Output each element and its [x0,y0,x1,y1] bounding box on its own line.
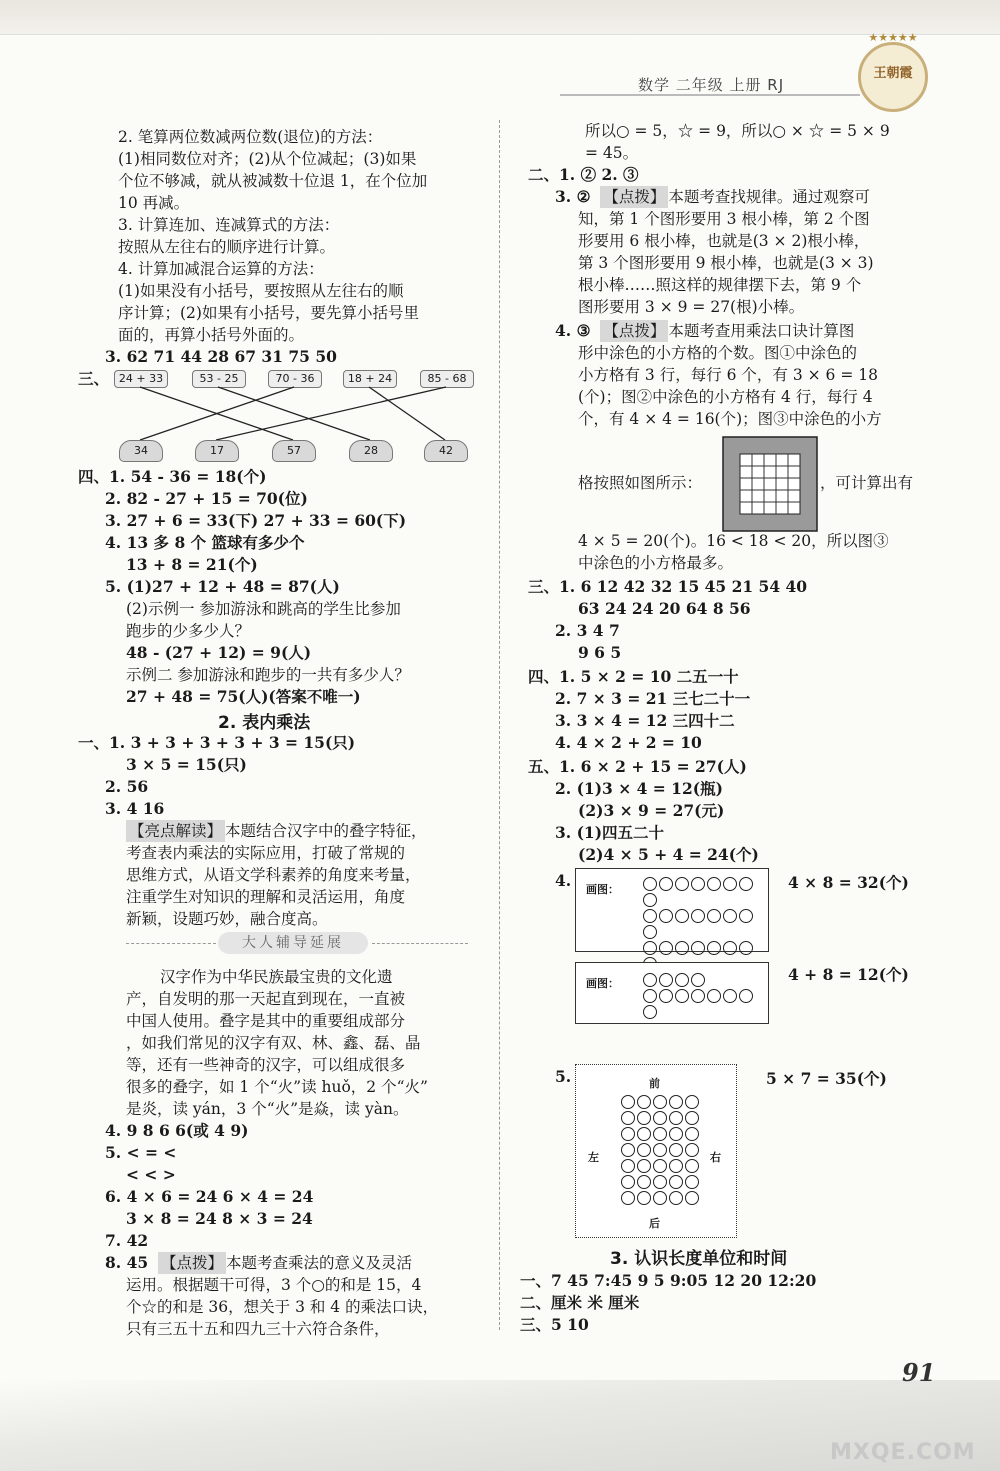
answer-line: 5. (1)27 + 12 + 48 = 87(人) [105,577,340,596]
text-line: 个位不够减，就从被减数十位退 1，在个位加 [118,172,428,190]
section-marker: 三、 [78,369,110,388]
text-line: (2)示例一 参加游泳和跳高的学生比参加 [126,600,401,618]
answer-line: 4 × 8 = 32(个) [788,873,909,892]
answer-line: < < > [126,1165,176,1184]
text-line: 个☆的和是 36，想关于 3 和 4 的乘法口诀， [126,1298,439,1316]
car-answer: 17 [195,440,239,462]
text-line: 思维方式，从语文学科素养的角度来考量， [126,866,421,884]
text-line: 个，有 4 × 4 = 16(个)；图③中涂色的小方 [578,410,882,428]
section-title: 3. 认识长度单位和时间 [610,1249,788,1269]
grid-figure [722,436,818,532]
answer-line: (2)3 × 9 = 27(元) [578,801,725,820]
answer-line: 一、1. 3 + 3 + 3 + 3 + 3 = 15(只) [78,733,356,752]
text-line: = 45。 [585,144,639,162]
answer-line: 2. 3 4 7 [555,621,620,640]
expression-card: 85 - 68 [420,370,474,388]
text-line: 小方格有 3 行，每行 6 个，有 3 × 6 = 18 [578,366,878,384]
text-line: 3. 计算连加、连减算式的方法： [118,216,340,234]
answer-line: 一、7 45 7:45 9 5 9:05 12 20 12:20 [520,1271,817,1290]
text-line: 按照从左往右的顺序进行计算。 [118,238,336,256]
tip-line: 3. ② 【点拨】 本题考查找规律。通过观察可 [555,187,870,206]
expression-card: 24 + 33 [114,370,168,388]
text-line: 10 再减。 [118,194,190,212]
text-line: 2. 笔算两位数减两位数(退位)的方法： [118,128,383,146]
answer-line: 63 24 24 20 64 8 56 [578,599,751,618]
stars-icon: ★★★★★ [868,31,918,44]
car-answer: 34 [119,440,163,462]
expression-card: 70 - 36 [268,370,322,388]
text-line: 根小棒……照这样的规律摆下去，第 9 个 [578,276,862,294]
answer-line: 三、1. 6 12 42 32 15 45 21 54 40 [528,577,808,596]
tip-line: 8. 45 【点拨】 本题考查乘法的意义及灵活 [105,1253,413,1272]
section-title: 2. 表内乘法 [218,713,311,733]
text-line: 形要用 6 根小棒，也就是(3 × 2)根小棒， [578,232,870,250]
text-line: 图形要用 3 × 9 = 27(根)小棒。 [578,298,805,316]
text-line: (1)如果没有小括号，要按照从左往右的顺 [118,282,404,300]
answer-line: 5. < = < [105,1143,177,1162]
answer-line: 2. 56 [105,777,149,796]
text-line: 汉字作为中华民族最宝贵的文化遗 [160,968,393,986]
page-header: 数学 二年级 上册 RJ [638,76,785,94]
text-line: 面的，再算小括号外面的。 [118,326,305,344]
answer-line: 3 × 5 = 15(只) [126,755,247,774]
text-line: 新颖，设题巧妙，融合度高。 [126,910,328,928]
answer-line: 4. 4 × 2 + 2 = 10 [555,733,702,752]
text-line: 形中涂色的小方格的个数。图①中涂色的 [578,344,858,362]
text-line: 只有三五十五和四九三十六符合条件， [126,1320,390,1338]
answer-line: 48 - (27 + 12) = 9(人) [126,643,312,662]
text-line: 4. 计算加减混合运算的方法： [118,260,324,278]
answer-line: 3. 4 16 [105,799,165,818]
drawing-box: 画图： [575,868,769,952]
extension-ribbon: 大人辅导延展 [218,932,368,954]
answer-line: 2. (1)3 × 4 = 12(瓶) [555,779,723,798]
answer-line: 13 + 8 = 21(个) [126,555,258,574]
text-line: 等，还有一些神奇的汉字，可以组成很多 [126,1056,406,1074]
text-line: 第 3 个图形要用 9 根小棒，也就是(3 × 3) [578,254,874,272]
drawing-box: 画图： [575,962,769,1024]
brand-logo: ★★★★★ 王朝霞 [858,42,928,112]
text-line: 4 × 5 = 20(个)。16 < 18 < 20，所以图③ [578,532,889,550]
answer-line: 二、1. ② 2. ③ [528,165,639,184]
text-line: 运用。根据题干可得，3 个○的和是 15，4 [126,1276,422,1294]
highlight-line: 【亮点解读】 本题结合汉字中的叠字特征， [126,820,427,842]
answer-line: 4. 13 多 8 个 篮球有多少个 [105,533,305,552]
answer-line: 四、1. 54 - 36 = 18(个) [78,467,267,486]
text-line: (1)相同数位对齐；(2)从个位减起；(3)如果 [118,150,417,168]
answer-line: 五、1. 6 × 2 + 15 = 27(人) [528,757,747,776]
text-line: 中涂色的小方格最多。 [578,554,734,572]
car-answer: 57 [272,440,316,462]
text-line: 知，第 1 个图形要用 3 根小棒，第 2 个图 [578,210,870,228]
text-line: 格按照如图所示： [578,474,703,492]
formation-box: 前 左 右 后 [575,1064,737,1238]
tip-line: 4. ③ 【点拨】 本题考查用乘法口诀计算图 [555,321,855,340]
answer-line: 4. 9 8 6 6(或 4 9) [105,1121,249,1140]
answer-line: 2. 7 × 3 = 21 三七二十一 [555,689,751,708]
answer-line: 27 + 48 = 75(人)(答案不唯一) [126,687,361,706]
answer-line: 2. 82 - 27 + 15 = 70(位) [105,489,308,508]
answer-line: 3 × 8 = 24 8 × 3 = 24 [126,1209,313,1228]
text-line: 所以○ = 5，☆ = 9，所以○ × ☆ = 5 × 9 [585,122,890,140]
text-line: 是炎，读 yán，3 个“火”是焱，读 yàn。 [126,1100,409,1118]
text-line: 考查表内乘法的实际应用，打破了常规的 [126,844,406,862]
text-line: ，如我们常见的汉字有双、林、鑫、磊、晶 [126,1034,421,1052]
ribbon-rule [126,943,216,945]
answer-line: 5. [555,1067,572,1086]
answer-line: 四、1. 5 × 2 = 10 二五一十 [528,667,739,686]
answer-line: 3. 62 71 44 28 67 31 75 50 [105,347,337,366]
answer-line: 9 6 5 [578,643,622,662]
car-answer: 42 [424,440,468,462]
answer-line: 3. 27 + 6 = 33(下) 27 + 33 = 60(下) [105,511,407,530]
text-line: 跑步的少多少人？ [126,622,251,640]
circle-grid [642,973,768,1021]
answer-line: (2)4 × 5 + 4 = 24(个) [578,845,759,864]
text-line: 注重学生对知识的理解和灵活运用，角度 [126,888,406,906]
circle-formation [620,1095,700,1207]
answer-line: 3. (1)四五二十 [555,823,665,842]
answer-line: 4. [555,871,572,890]
text-line: (个)；图②中涂色的小方格有 4 行，每行 4 [578,388,873,406]
answer-line: 6. 4 × 6 = 24 6 × 4 = 24 [105,1187,314,1206]
expression-card: 53 - 25 [192,370,246,388]
text-line: 示例二 参加游泳和跑步的一共有多少人？ [126,666,410,684]
ribbon-rule [372,943,468,945]
answer-line: 7. 42 [105,1231,149,1250]
expression-card: 18 + 24 [343,370,397,388]
answer-line: 二、厘米 米 厘米 [520,1293,640,1312]
answer-line: 3. 3 × 4 = 12 三四十二 [555,711,735,730]
footer-watermark: MXQE.COM [830,1440,976,1465]
answer-line: 4 + 8 = 12(个) [788,965,909,984]
car-answer: 28 [349,440,393,462]
page-number: 91 [902,1358,936,1387]
text-line: 很多的叠字，如 1 个“火”读 huǒ，2 个“火” [126,1078,428,1096]
text-line: 序计算；(2)如果有小括号，要先算小括号里 [118,304,419,322]
answer-line: 5 × 7 = 35(个) [766,1069,887,1088]
text-line: 产，自发明的那一天起直到现在，一直被 [126,990,406,1008]
answer-line: 三、5 10 [520,1315,589,1334]
text-line: ，可计算出有 [820,474,914,492]
text-line: 中国人使用。叠字是其中的重要组成部分 [126,1012,406,1030]
